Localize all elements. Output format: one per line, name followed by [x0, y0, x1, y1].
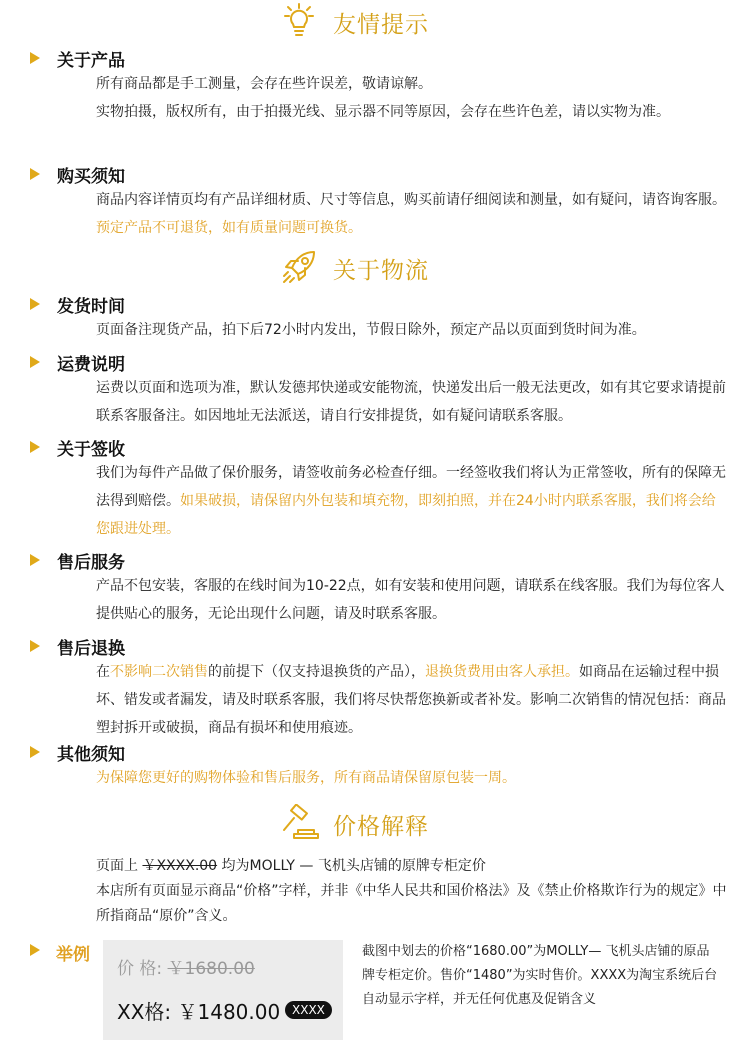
bullet-arrow-icon — [30, 554, 40, 566]
section-heading: 发货时间 — [57, 297, 125, 317]
banner-title: 关于物流 — [333, 258, 429, 284]
pricing-line: 本店所有页面显示商品“价格”字样，并非《中华人民共和国价格法》及《禁止价格欺诈行为的规定》中所指商品“原价”含义。 — [96, 883, 727, 924]
gavel-icon — [280, 804, 320, 846]
promo-badge: XXXX — [285, 1001, 332, 1019]
banner-pricing — [0, 804, 750, 844]
strikethrough-price: ￥XXXX.00 — [142, 858, 218, 874]
text-run: 的前提下（仅支持退换货的产品）， — [208, 664, 425, 680]
current-price-label: XX格: — [117, 1000, 178, 1024]
section-body — [96, 764, 728, 792]
rocket-icon — [280, 248, 318, 290]
paragraph: 页面备注现货产品，拍下后72小时内发出，节假日除外，预定产品以页面到货时间为准。 — [96, 322, 646, 338]
section-body — [96, 572, 728, 628]
current-price-row — [117, 996, 280, 1025]
lightbulb-icon — [280, 2, 318, 44]
current-price-value: ￥1480.00 — [177, 1000, 281, 1024]
bullet-arrow-icon — [30, 356, 40, 368]
section-heading: 关于产品 — [57, 51, 125, 71]
paragraph: 商品内容详情页均有产品详细材质、尺寸等信息，购买前请仔细阅读和测量，如有疑问，请咨询客服。 — [96, 192, 726, 208]
example-note: 截图中划去的价格“1680.00”为MOLLY— 飞机头店铺的原品牌专柜定价。售价“1480”为实时售价。XXXX为淘宝系统后台自动显示字样，并无任何优惠及促销含义 — [362, 944, 718, 1007]
paragraph: 运费以页面和选项为准，默认发德邦快递或安能物流，快递发出后一般无法更改，如有其它要求请提前联系客服备注。如因地址无法派送，请自行安排提货，如有疑问请联系客服。 — [96, 380, 726, 424]
highlight-text: 如果破损，请保留内外包装和填充物，即刻拍照，并在24小时内联系客服，我们将会给您跟进处理。 — [96, 493, 716, 537]
text-run: 均为MOLLY — 飞机头店铺的原牌专柜定价 — [217, 858, 486, 874]
paragraph: 我们为每件产品做了保价服务，请签收前务必检查仔细。一经签收我们将认为正常签收，所有的保障无法得到赔偿。 — [96, 465, 726, 509]
highlight-text: 为保障您更好的购物体验和售后服务，所有商品请保留原包装一周。 — [96, 770, 516, 786]
section-heading: 售后服务 — [57, 553, 125, 573]
section-heading: 关于签收 — [57, 440, 125, 460]
section-heading: 其他须知 — [57, 745, 125, 765]
bullet-arrow-icon — [30, 441, 40, 453]
original-price-label: 价 格: — [117, 959, 168, 979]
bullet-arrow-icon — [30, 640, 40, 652]
paragraph: 产品不包安装，客服的在线时间为10-22点，如有安装和使用问题，请联系在线客服。我们为每位客人提供贴心的服务，无论出现什么问题，请及时联系客服。 — [96, 578, 725, 622]
original-price-row — [117, 954, 255, 979]
paragraph: 所有商品都是手工测量，会存在些许误差，敬请谅解。 — [96, 76, 432, 92]
banner-title: 价格解释 — [333, 814, 429, 840]
section-body — [96, 374, 728, 430]
text-run: 在 — [96, 664, 110, 680]
pricing-line — [96, 854, 736, 879]
highlight-text: 退换货费用由客人承担。 — [425, 664, 579, 680]
section-body — [96, 459, 728, 543]
section-body — [96, 70, 728, 126]
highlight-text: 预定产品不可退货，如有质量问题可换货。 — [96, 220, 362, 236]
paragraph: 实物拍摄，版权所有，由于拍摄光线、显示器不同等原因，会存在些许色差，请以实物为准。 — [96, 104, 670, 120]
banner-friendly-tips — [0, 2, 750, 42]
pricing-explanation — [96, 854, 736, 929]
section-body — [96, 316, 728, 344]
price-example-box — [103, 940, 343, 1040]
bullet-arrow-icon — [30, 298, 40, 310]
section-heading: 售后退换 — [57, 639, 125, 659]
bullet-arrow-icon — [30, 52, 40, 64]
original-price-value: ￥1680.00 — [167, 959, 255, 979]
banner-title: 友情提示 — [333, 12, 429, 38]
banner-logistics — [0, 248, 750, 288]
section-heading: 运费说明 — [57, 355, 125, 375]
text-run: 如商品在运输过程中损坏、错发或者漏发，请及时联系客服，我们将尽快帮您换新或者补发。影响二次销售的情况包括：商品塑封拆开或破损，商品有损坏和使用痕迹。 — [96, 664, 726, 736]
bullet-arrow-icon — [30, 746, 40, 758]
text-run: 页面上 — [96, 858, 143, 874]
section-body — [96, 186, 728, 242]
section-heading: 购买须知 — [57, 167, 125, 187]
bullet-arrow-icon — [30, 944, 40, 956]
section-body — [96, 658, 728, 742]
example-label: 举例 — [56, 945, 90, 965]
highlight-text: 不影响二次销售 — [110, 664, 208, 680]
bullet-arrow-icon — [30, 168, 40, 180]
